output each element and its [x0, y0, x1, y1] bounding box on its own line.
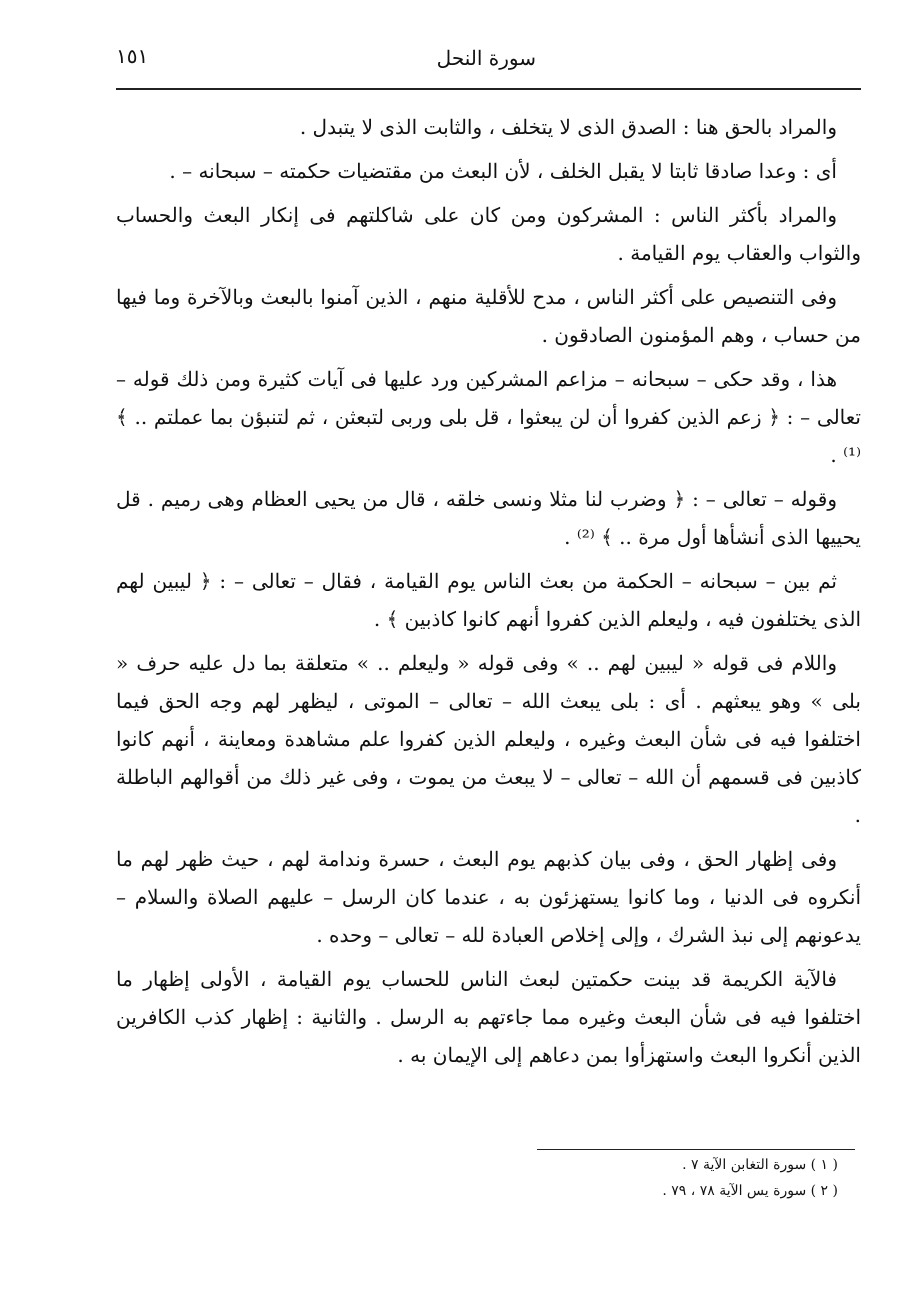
- footnote-2: ( ٢ ) سورة يس الآية ٧٨ ، ٧٩ .: [662, 1183, 838, 1199]
- page-body: [116, 108, 861, 1080]
- footnote-1: ( ١ ) سورة التغابن الآية ٧ .: [682, 1157, 838, 1173]
- paragraph: وفى إظهار الحق ، وفى بيان كذبهم يوم البعث ، حسرة وندامة لهم ، حيث ظهر لهم ما أنكروه فى الدنيا ، وما كانوا يستهزئون به ، عندما كان الرسل – عليهم الصلاة والسلام – يدعونهم إلى نبذ الشرك ، وإلى إخلاص العبادة لله – تعالى – وحده .: [116, 847, 861, 947]
- paragraph: هذا ، وقد حكى – سبحانه – مزاعم المشركين ورد عليها فى آيات كثيرة ومن ذلك قوله – تعالى – : ﴿ زعم الذين كفروا أن لن يبعثوا ، قل بلى وربى لتبعثن ، ثم لتنبؤن بما عملتم .. ﴾⁽¹⁾ .: [116, 367, 861, 467]
- paragraph: فالآية الكريمة قد بينت حكمتين لبعث الناس للحساب يوم القيامة ، الأولى إظهار ما اختلفوا فيه فى شأن البعث وغيره مما جاءتهم به الرسل . والثانية : إظهار كذب الكافرين الذين أنكروا البعث واستهزأوا بمن دعاهم إلى الإيمان به .: [116, 967, 861, 1067]
- surah-title: سورة النحل: [436, 46, 536, 70]
- paragraph: والمراد بالحق هنا : الصدق الذى لا يتخلف ، والثابت الذى لا يتبدل .: [299, 115, 837, 139]
- header-divider: [116, 88, 861, 90]
- paragraph: واللام فى قوله « ليبين لهم .. » وفى قوله « وليعلم .. » متعلقة بما دل عليه حرف « بلى » وهو يبعثهم . أى : بلى يبعث الله – تعالى – الموتى ، ليظهر لهم وجه الحق فيما اختلفوا فيه فى شأن البعث وغيره ، وليعلم الذين كفروا علم مشاهدة ومعاينة ، أنهم كانوا كاذبين فى قسمهم أن الله – تعالى – لا يبعث من يموت ، وفى غير ذلك من أقوالهم الباطلة .: [116, 651, 861, 827]
- footnote-divider: [537, 1149, 855, 1150]
- paragraph: ثم بين – سبحانه – الحكمة من بعث الناس يوم القيامة ، فقال – تعالى – : ﴿ ليبين لهم الذى يختلفون فيه ، وليعلم الذين كفروا أنهم كانوا كاذبين ﴾ .: [116, 569, 861, 631]
- page-number: ١٥١: [116, 44, 149, 68]
- paragraph: وفى التنصيص على أكثر الناس ، مدح للأقلية منهم ، الذين آمنوا بالبعث وبالآخرة وما فيها من حساب ، وهم المؤمنون الصادقون .: [116, 285, 861, 347]
- page-header: [116, 36, 861, 86]
- paragraph: والمراد بأكثر الناس : المشركون ومن كان على شاكلتهم فى إنكار البعث والحساب والثواب والعقاب يوم القيامة .: [116, 203, 861, 265]
- paragraph: أى : وعدا صادقا ثابتا لا يقبل الخلف ، لأن البعث من مقتضيات حكمته – سبحانه – .: [169, 159, 837, 183]
- footnotes: [520, 1152, 838, 1204]
- paragraph: وقوله – تعالى – : ﴿ وضرب لنا مثلا ونسى خلقه ، قال من يحيى العظام وهى رميم . قل يحييها الذى أنشأها أول مرة .. ﴾ ⁽²⁾ .: [116, 487, 861, 549]
